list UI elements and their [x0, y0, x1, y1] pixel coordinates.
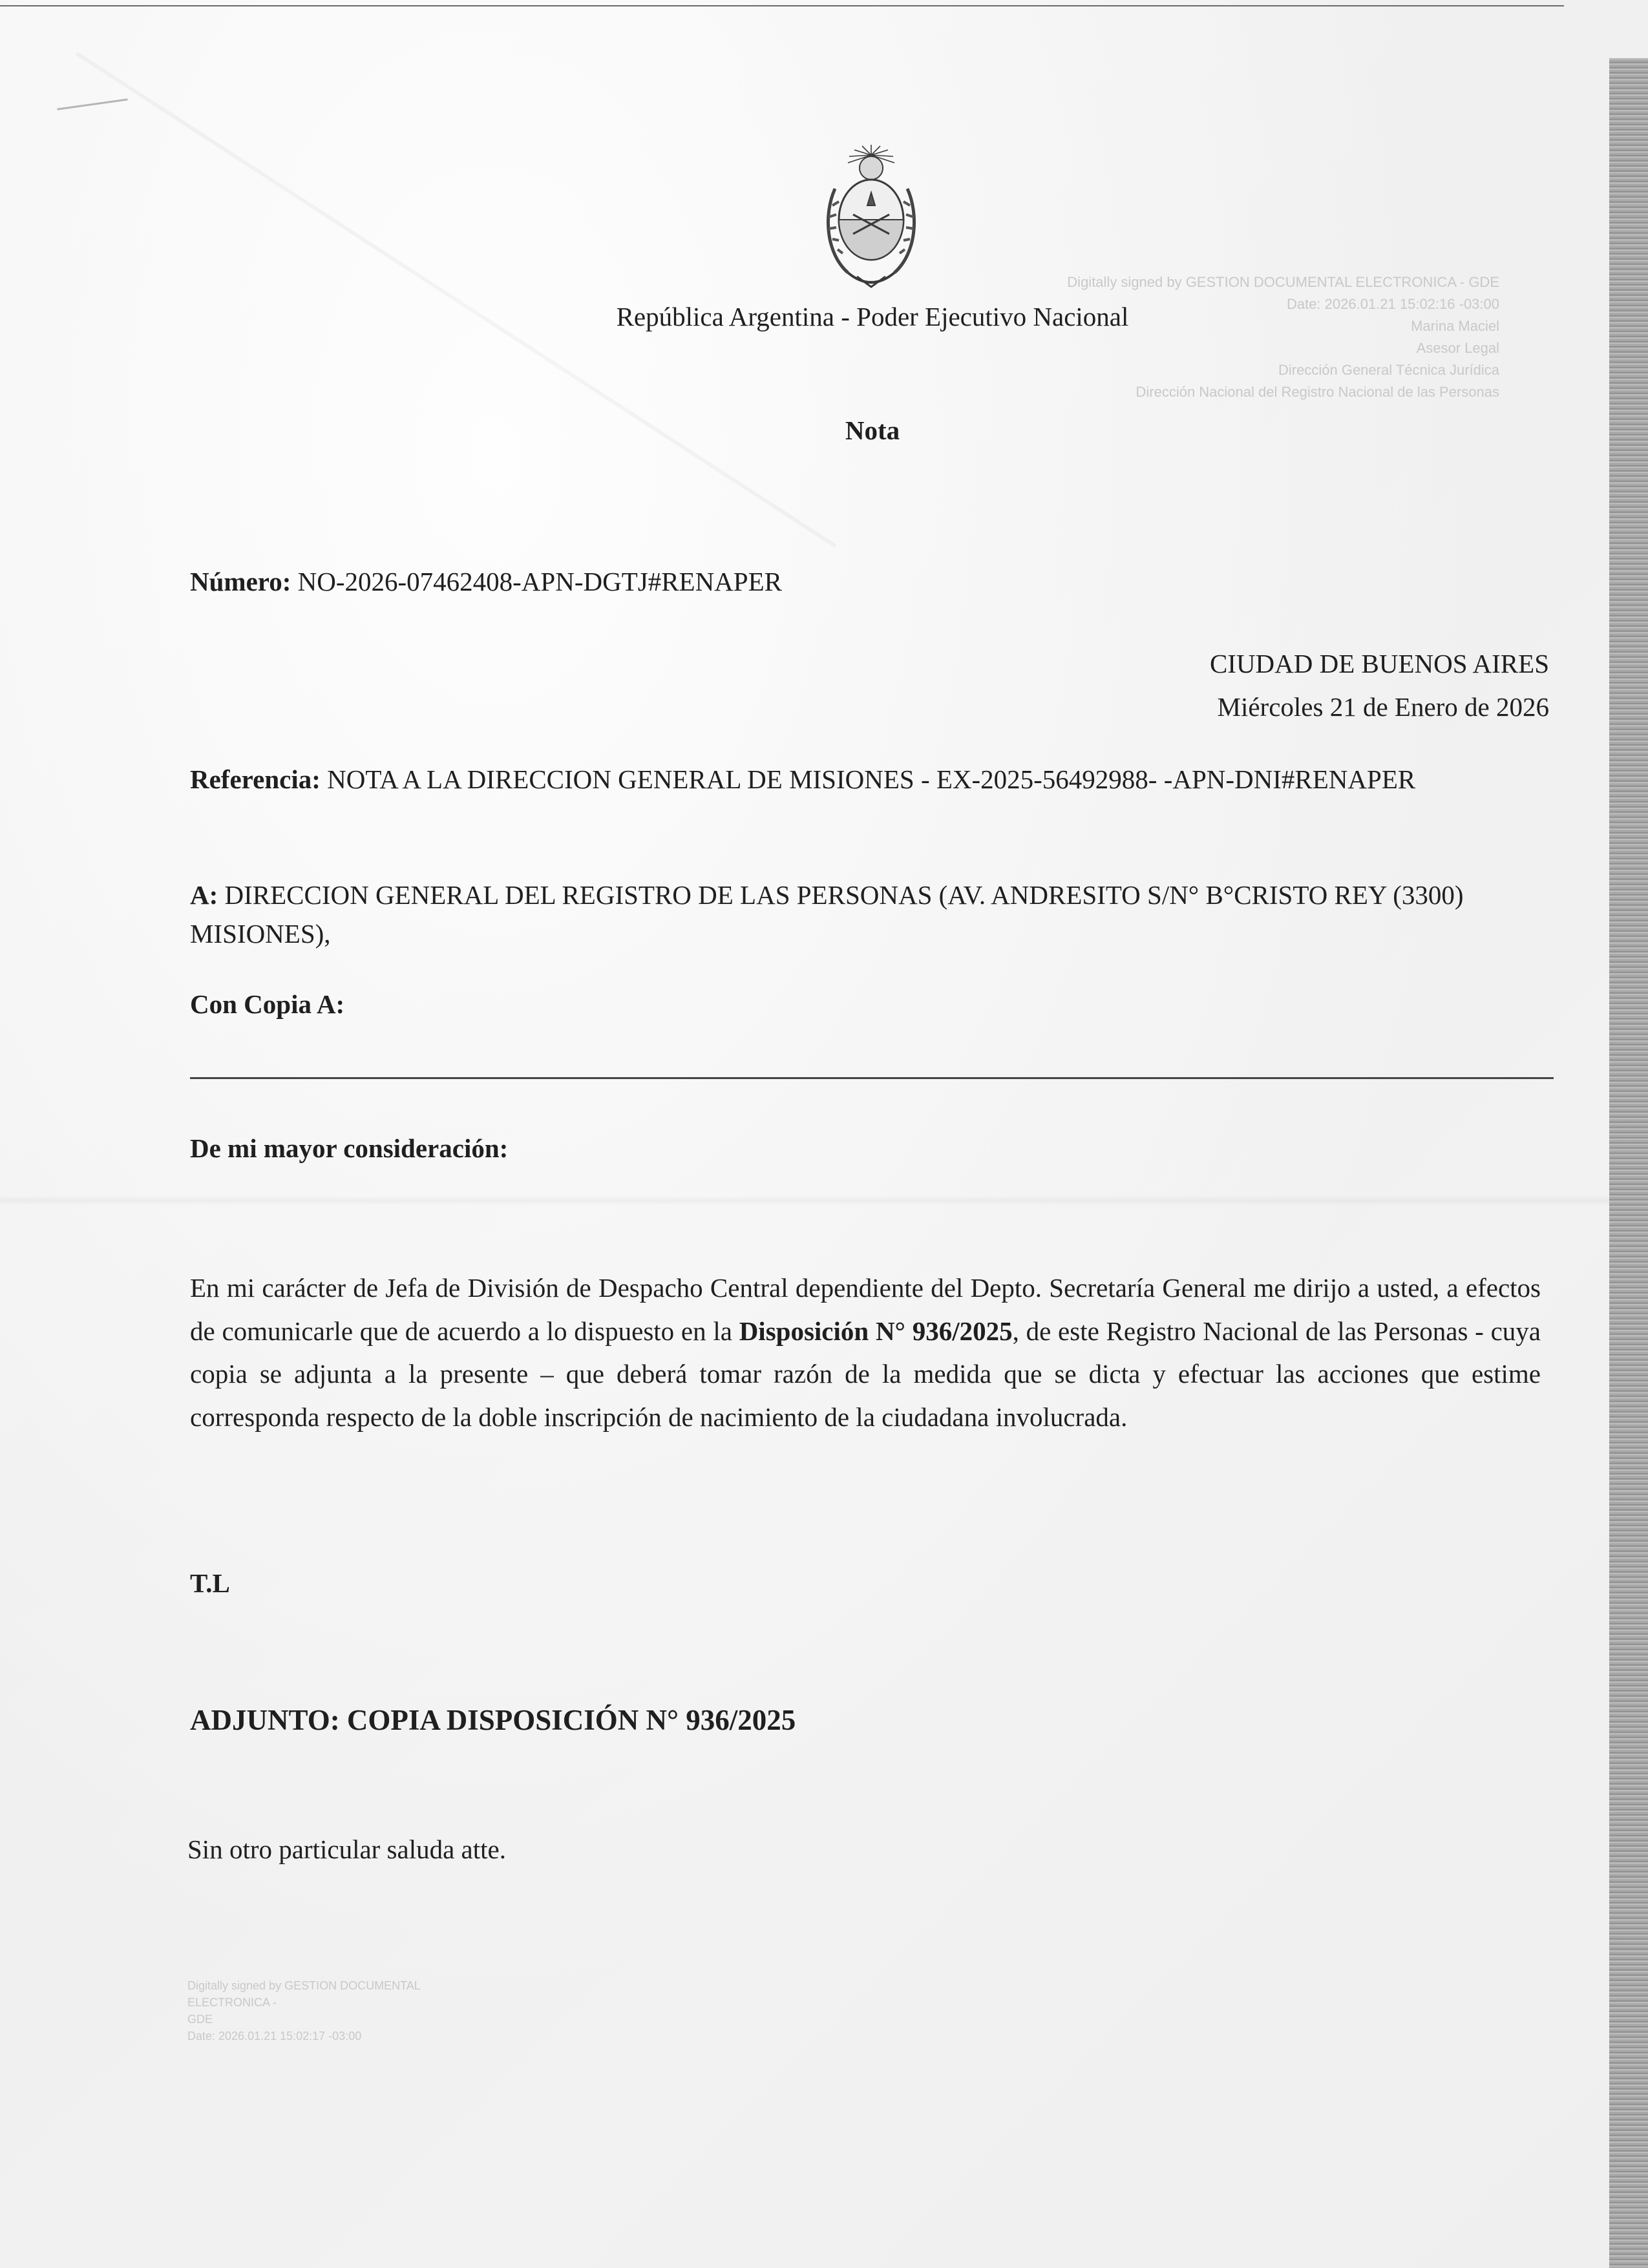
copy-to-label: Con Copia A: [190, 989, 345, 1019]
salutation: De mi mayor consideración: [190, 1133, 509, 1163]
issue-city: CIUDAD DE BUENOS AIRES [1209, 649, 1549, 678]
body-paragraph [190, 1266, 1541, 1438]
folded-corner-mark [57, 98, 127, 110]
closing-line: Sin otro particular saluda atte. [187, 1834, 506, 1864]
body-text-part2: , de este Registro Nacional de las Personas - cuya copia se adjunta a la presente – que deberá tomar razón de la medida que se dicta y efectuar las acciones que estime corresponda respecto de la doble inscripción de nacimiento de la ciudadana involucrada. [190, 1316, 1541, 1432]
issuer-header: República Argentina - Poder Ejecutivo Nacional [616, 302, 1129, 331]
recipient-block [190, 876, 1554, 953]
bleed-through-signature-bottom: Digitally signed by GESTION DOCUMENTAL ELECTRONICA - GDE Date: 2026.01.21 15:02:17 -03:00 [187, 1979, 421, 2042]
recipient-label: A: [190, 880, 218, 910]
numero-value: NO-2026-07462408-APN-DGTJ#RENAPER [297, 567, 782, 596]
paper-crease [0, 1195, 1609, 1206]
scan-right-edge [1609, 58, 1648, 2268]
paper-diagonal-crease [76, 52, 836, 548]
disposition-reference: Disposición N° 936/2025 [739, 1316, 1013, 1346]
referencia-label: Referencia: [190, 764, 321, 794]
reference-line [190, 764, 1415, 795]
recipient-value: DIRECCION GENERAL DEL REGISTRO DE LAS PERSONAS (AV. ANDRESITO S/N° B°CRISTO REY (3300) MISIONES), [190, 880, 1464, 949]
body-text-part1: En mi carácter de Jefa de División de Despacho Central dependiente del Depto. Secretaría General me dirijo a usted, a efectos de comunicarle que de acuerdo a lo dispuesto en la [190, 1273, 1541, 1346]
numero-label: Número: [190, 567, 291, 596]
bleed-through-signature-top: Digitally signed by GESTION DOCUMENTAL ELECTRONICA - GDE Date: 2026.01.21 15:02:16 -03:00 Marina Maciel Asesor Legal Dirección General Técnica Jurídica Dirección Nacional del Registro Nacional de las Personas [1067, 274, 1499, 400]
document-type-title: Nota [845, 415, 900, 445]
coat-of-arms-icon [819, 143, 923, 305]
document-number [190, 566, 782, 597]
separator-line [190, 1077, 1554, 1079]
referencia-value: NOTA A LA DIRECCION GENERAL DE MISIONES - EX-2025-56492988- -APN-DNI#RENAPER [327, 764, 1416, 794]
initials: T.L [190, 1568, 230, 1598]
scan-edge-line [0, 5, 1564, 6]
attachment-note: ADJUNTO: COPIA DISPOSICIÓN N° 936/2025 [190, 1704, 796, 1736]
issue-date: Miércoles 21 de Enero de 2026 [1217, 692, 1549, 722]
